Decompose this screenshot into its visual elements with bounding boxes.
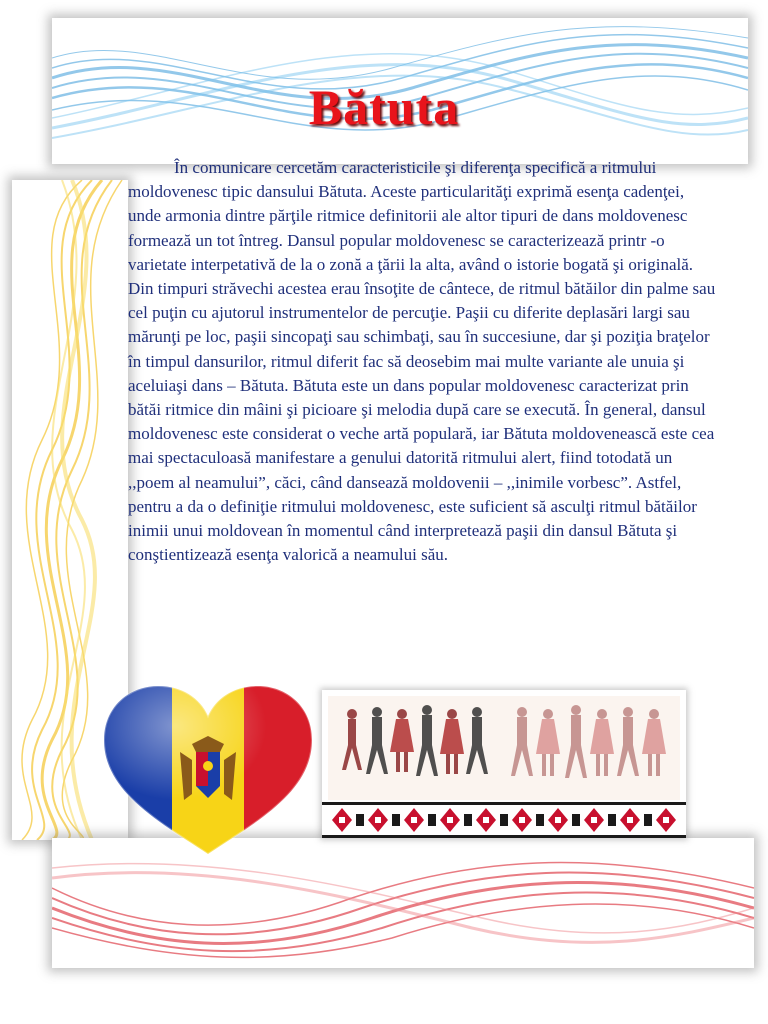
body-paragraph: În comunicare cercetăm caracteristicile şi diferenţa specifică a ritmului moldovenesc tipic dansului Bătuta. Aceste particularităţi exprimă esenţa cadenţei, unde armonia dintre părţile ritmice definitorii ale altor tipuri de dans moldovenesc formează un tot întreg. Dansul popular moldovenesc se caracterizează printr -o varietate interpetativă de la o zonă a ţării la alta, având o istorie bogată şi originală. Din timpuri străvechi acestea erau însoţite de cântece, de ritmul bătăilor din palme sau cel puţin cu ajutorul instrumentelor de percuţie. Paşii cu diferite deplasări largi sau mărunţi pe loc, paşii sincopaţi sau schimbaţi, sau în succesiune, dar şi poziţia braţelor în timpul dansurilor, ritmul diferit fac să deosebim mai multe variante ale unuia şi aceluiaşi dans – Bătuta. Bătuta este un dans popular moldovenesc caracterizat prin bătăi ritmice din mâini şi picioare şi melodia după care se execută. În general, dansul moldovenesc este considerat o veche artă populară, iar Bătuta moldovenească este cea mai spectaculoasă manifestare a genului datorită ritmului alert, fiind totodată un ,,poem al neamului”, căci, când dansează moldovenii – ,,inimile vorbesc”. Astfel, pentru a da o definiţie ritmului moldovenesc, este suficient să asculţi ritmul bătăilor inimii unui moldovean în momentul când interpretează paşii din dansul Bătuta şi conştientizează esenţa valorică a neamului său. <box>128 158 716 565</box>
folk-dancers-illustration <box>322 690 686 838</box>
embroidery-border-pattern <box>322 802 686 838</box>
moldova-flag-heart-icon <box>100 682 316 858</box>
page-title: Bătuta <box>308 79 460 135</box>
